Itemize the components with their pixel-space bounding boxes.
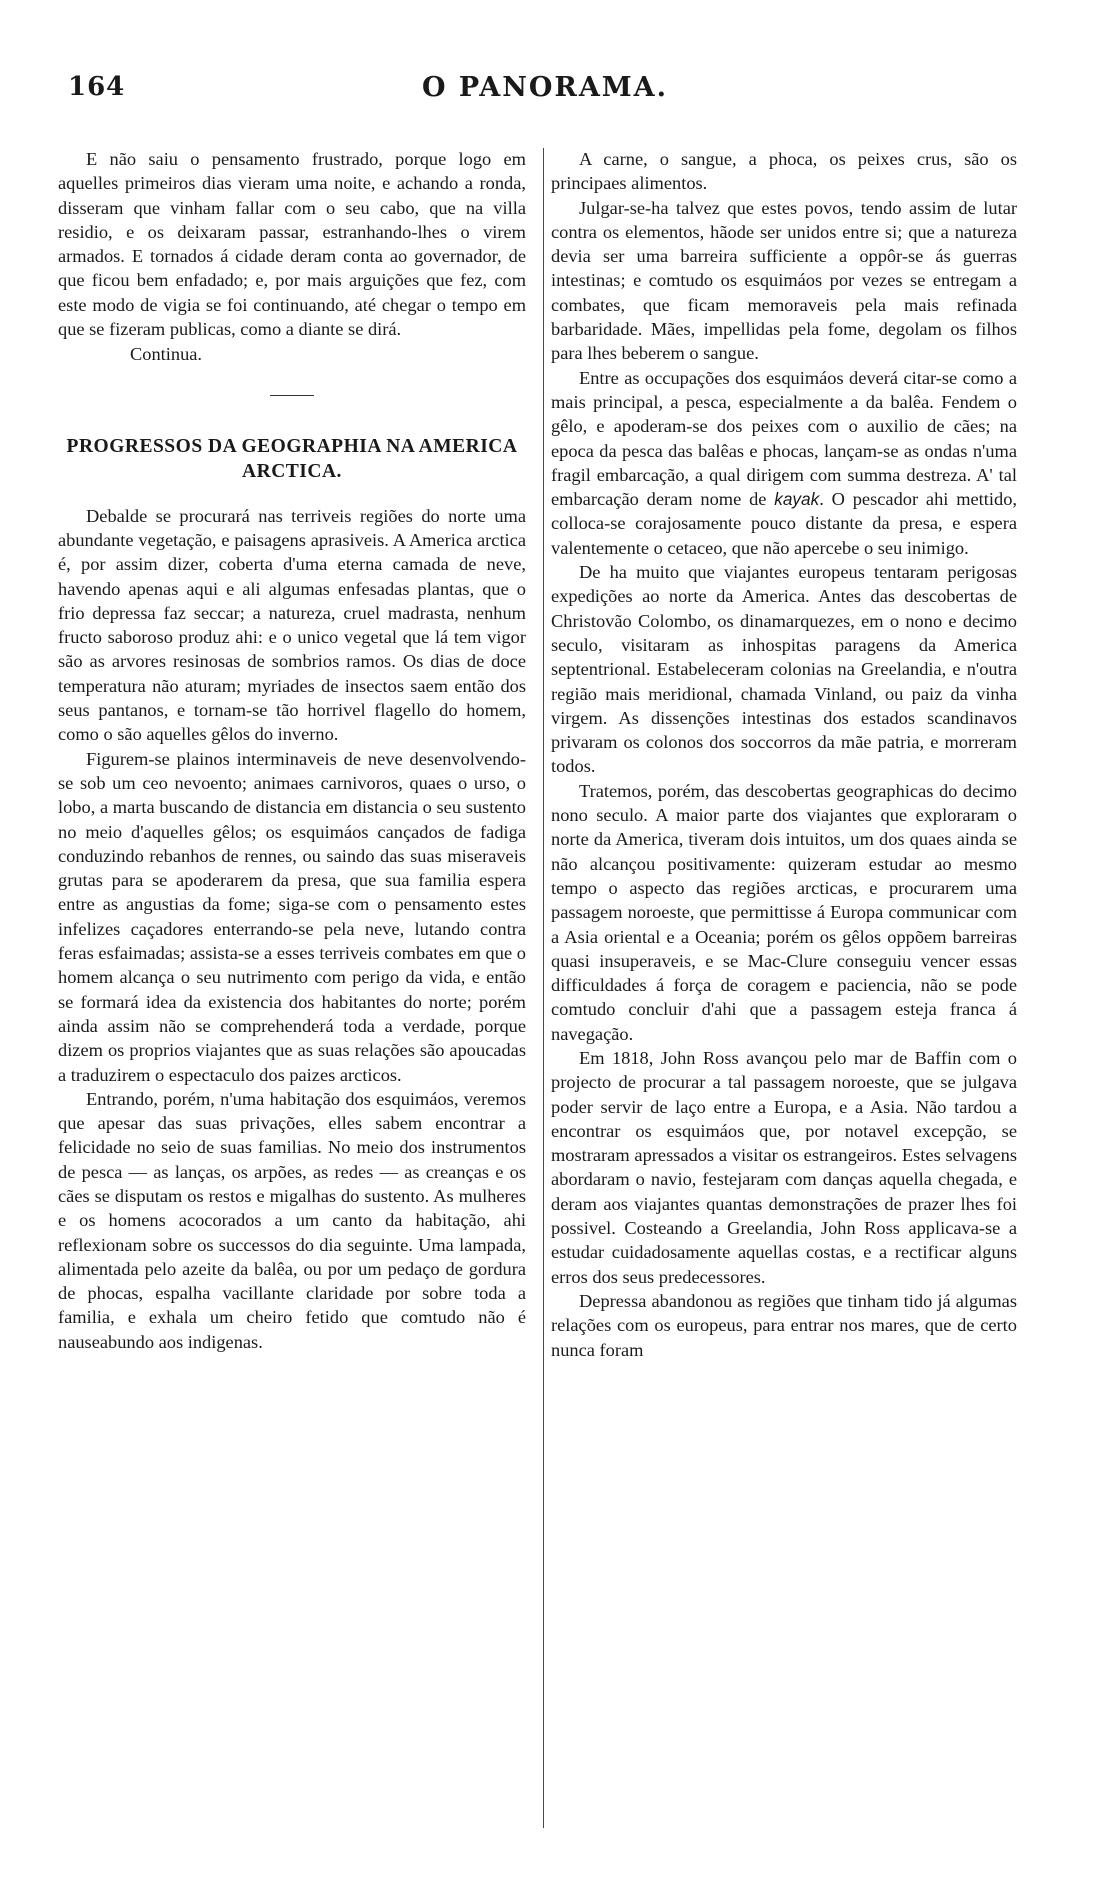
article-title: PROGRESSOS DA GEOGRAPHIA NA AMERICA ARCTICA. [66, 435, 518, 482]
paragraph: De ha muito que viajantes europeus tentaram perigosas expedições ao norte da America. Antes das descobertas de Christovão Colombo, os dinamarquezes, em o nono e decimo seculo, visitaram as inhospitas paragens da America septentrional. Estabeleceram colonias na Greelandia, e n'outra região mais meridional, chamada Vinland, ou paiz da vinha virgem. As dissenções intestinas dos estados scandinavos privaram os colonos dos soccorros da mãe patria, e morreram todos. [551, 562, 1017, 777]
page-number: 164 [68, 72, 126, 102]
right-column [551, 147, 1017, 1362]
paragraph: A carne, o sangue, a phoca, os peixes crus, são os principaes alimentos. [551, 149, 1017, 194]
paragraph: Em 1818, John Ross avançou pelo mar de Baffin com o projecto de procurar a tal passagem noroeste, que se julgava poder servir de laço entre a Europa, e a Asia. Não tardou a encontrar os esquimáos que, por notavel excepção, se mostraram apressados a visitar os estrangeiros. Estes selvagens abordaram o navio, festejaram com danças aquella chegada, e deram aos viajantes quantas demonstrações de prazer lhes foi possivel. Costeando a Greelandia, John Ross applicava-se a estudar cuidadosamente aquellas costas, e a rectificar alguns erros dos seus predecessores. [551, 1047, 1017, 1287]
paragraph: Julgar-se-ha talvez que estes povos, tendo assim de lutar contra os elementos, hãode ser unidos entre si; que a natureza devia ser uma barreira sufficiente a oppôr-se ás guerras intestinas; e comtudo os esquimáos por vezes se entregam a combates, que ficam memoraveis pela mais refinada barbaridade. Mães, impellidas pela fome, degolam os filhos para lhes beberem o sangue. [551, 197, 1017, 364]
page-header [68, 72, 1022, 112]
paragraph [551, 366, 1017, 560]
paragraph-text: . O pescador ahi mettido, colloca-se corajosamente pouco distante da presa, e espera valentemente o cetaceo, que não apercebe o seu inimigo. [551, 489, 1017, 558]
continuation-note: Continua. [130, 344, 203, 365]
paragraph: Entrando, porém, n'uma habitação dos esquimáos, veremos que apesar das suas privações, elles sabem encontrar a felicidade no seio de suas familias. No meio dos instrumentos de pesca — as lanças, os arpões, as redes — as creanças e os cães se disputam os restos e migalhas do sustento. As mulheres e os homens acocorados a um canto da habitação, ahi reflexionam sobre os successos do dia seguinte. Uma lampada, alimentada pelo azeite da balêa, ou por um pedaço de gordura de phocas, espalha vacillante claridade por sobre toda a familia, e exhala um cheiro fetido que comtudo não é nauseabundo aos indigenas. [58, 1088, 526, 1352]
italic-term: kayak [774, 489, 820, 510]
paragraph: E não saiu o pensamento frustrado, porque logo em aquelles primeiros dias vieram uma noite, e achando a ronda, disseram que vinham fallar com o seu cabo, que na villa residio, e os deixaram passar, estranhando-lhes o virem armados. E tornados á cidade deram conta ao governador, de que ficou bem enfadado; e, por mais arguições que fez, com este modo de vigia se foi continuando, até chegar o tempo em que se fizeram publicas, como a diante se dirá. [58, 149, 526, 340]
paragraph: Depressa abandonou as regiões que tinham tido já algumas relações com os europeus, para entrar nos mares, que de certo nunca foram [551, 1290, 1017, 1360]
paragraph: Figurem-se plainos interminaveis de neve desenvolvendo-se sob um ceo nevoento; animaes carnivoros, quaes o urso, o lobo, a marta buscando de distancia em distancia o seu sustento no meio d'aquelles gêlos; os esquimáos cançados de fadiga conduzindo rebanhos de rennes, ou saindo das suas miseraveis grutas para se apoderarem da presa, que sua familia espera entre as angustias da fome; siga-se com o pensamento estes infelizes caçadores enterrando-se pela neve, lutando contra feras esfaimadas; assista-se a esses terriveis combates em que o homem alcança o seu nutrimento com perigo da vida, e então se formará idea da existencia dos habitantes do norte; porém ainda assim não se comprehenderá toda a verdade, porque dizem os proprios viajantes que as suas relações são apoucadas a traduzirem o espectaculo dos paizes arcticos. [58, 748, 526, 1085]
paragraph: Tratemos, porém, das descobertas geographicas do decimo nono seculo. A maior parte dos viajantes que exploraram o norte da America, tiveram dois intuitos, um dos quaes ainda se não alcançou positivamente: quizeram estudar ao mesmo tempo o aspecto das regiões arcticas, e procurarem uma passagem noroeste, que permittisse á Europa communicar com a Asia oriental e a Oceania; porém os gêlos oppõem barreiras quasi insuperaveis, e se Mac-Clure conseguiu vencer essas difficuldades á força de coragem e paciencia, não se pode comtudo concluir d'ahi que a passagem esteja franca á navegação. [551, 780, 1017, 1044]
column-divider [543, 148, 544, 1828]
left-column [58, 147, 526, 1354]
journal-title: O PANORAMA. [421, 72, 669, 103]
section-separator [270, 395, 314, 396]
paragraph: Debalde se procurará nas terriveis regiões do norte uma abundante vegetação, e paisagens aprasiveis. A America arctica é, por assim dizer, coberta d'uma eterna camada de neve, havendo apenas aqui e ali algumas enfesadas plantas, que o frio depressa faz seccar; a natureza, cruel madrasta, nenhum fructo saboroso produz ahi: e o unico vegetal que lá tem vigor são as arvores resinosas de sombrios ramos. Os dias de doce temperatura não aturam; myriades de insectos saem então dos seus pantanos, e tornam-se tão horrivel flagello do homem, como o são aquelles gêlos do inverno. [58, 505, 526, 745]
paragraph-text: Entre as occupações dos esquimáos deverá citar-se como a mais principal, a pesca, especialmente a da balêa. Fendem o gêlo, e apoderam-se dos peixes com o auxilio de cães; na epoca da pesca das balêas e phocas, lançam-se as ondas n'uma fragil embarcação, a qual dirigem com summa destreza. A' tal embarcação deram nome de [551, 367, 1017, 510]
